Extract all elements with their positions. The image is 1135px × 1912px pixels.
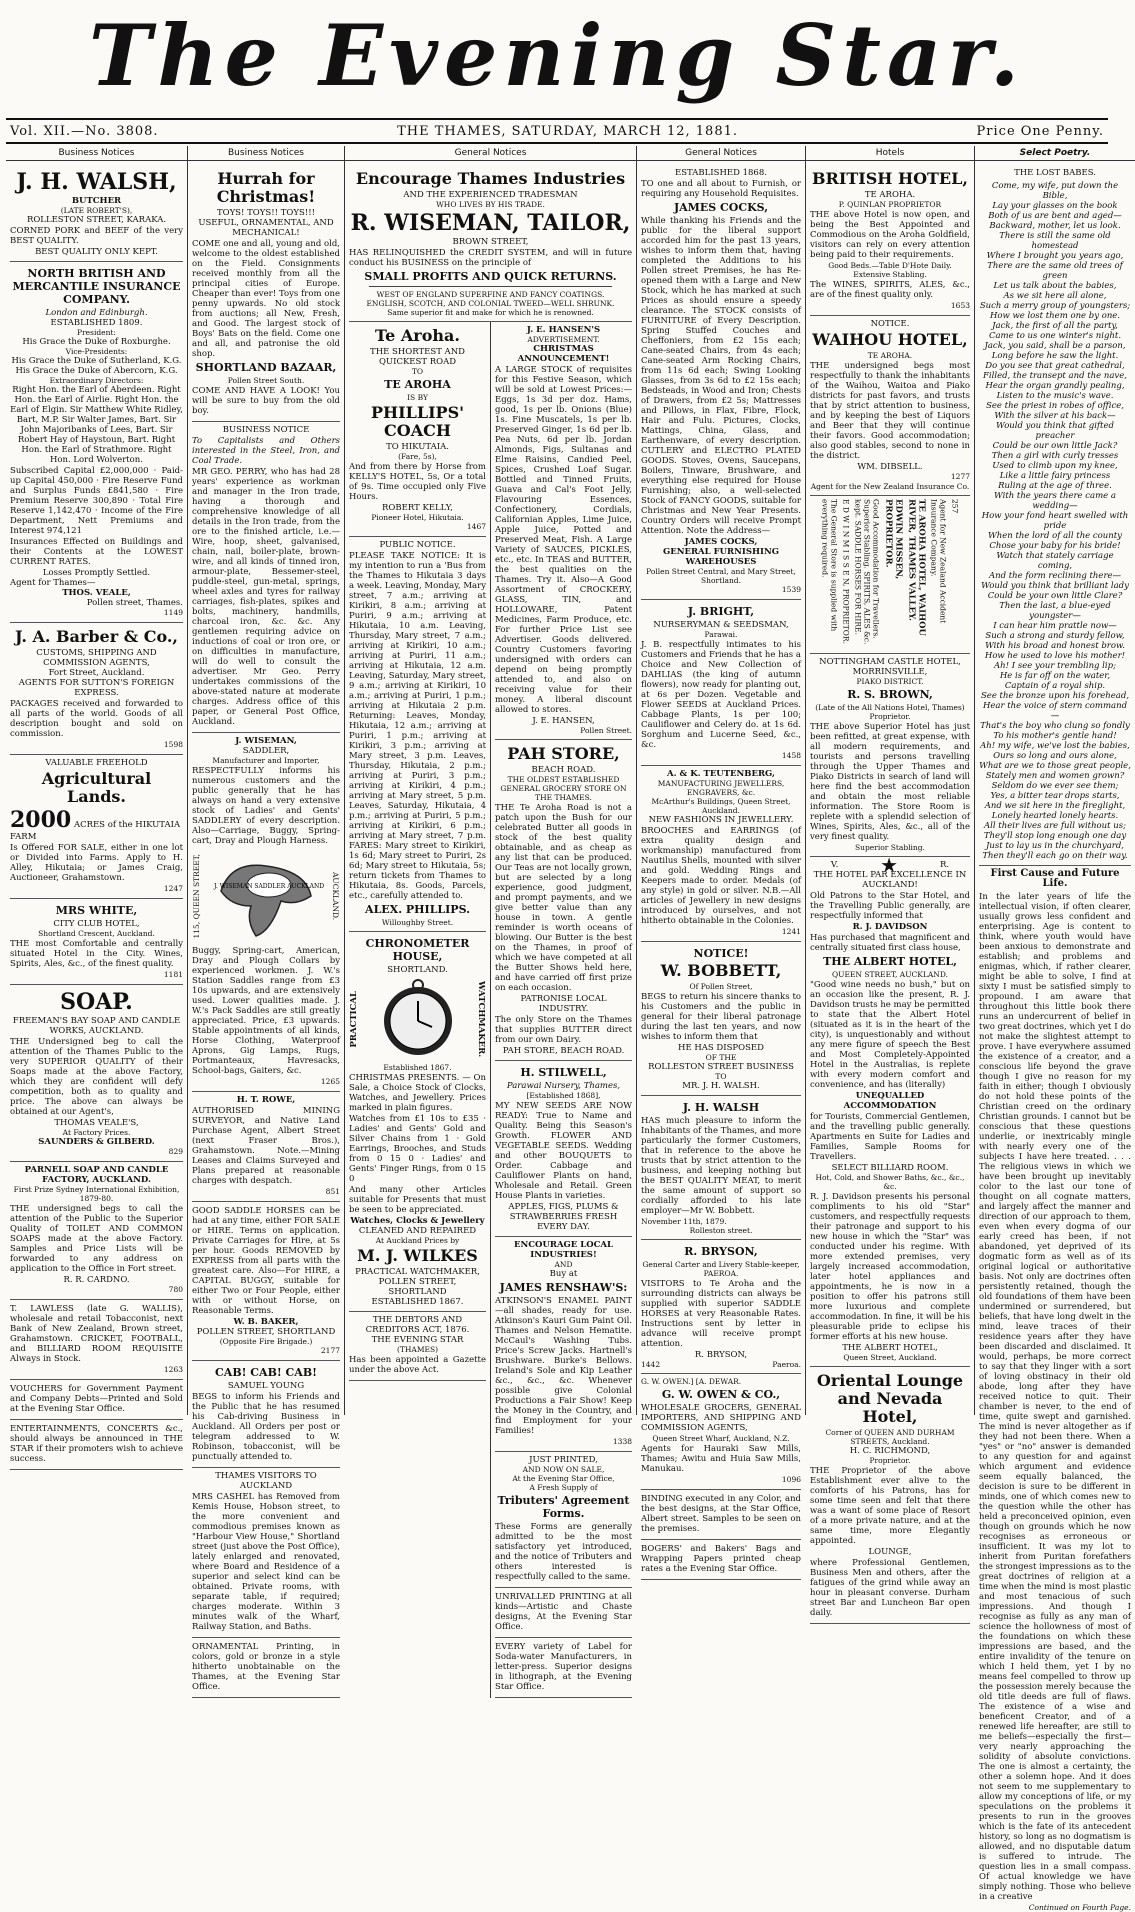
poem-line: Would you think that gifted preacher [996,421,1114,441]
poem-line: Could be your own little Clare? [987,591,1123,601]
poem-line: They'll stop long enough one day [983,831,1127,841]
column-general-notices-b [491,322,636,1698]
poem-line: All their lives are full without us; [984,821,1126,831]
advert-ornamental-printing: ORNAMENTAL Printing, in colors, gold or bronze in a style hitherto unobtainable on the Thames, at the Evening Star Office. [192,1638,340,1698]
advert-walsh-butcher: J. H. WALSH, BUTCHER (LATE ROBERT'S), ROLLESTON STREET, KARAKA. CORNED PORK and BEEF of the very BEST QUALITY. BEST QUALITY ONLY KEPT. [10,165,183,262]
column-heading: Business Notices [6,146,187,161]
issue-date: THE THAMES, SATURDAY, MARCH 12, 1881. [397,123,739,139]
dateline [6,118,1108,144]
poem-line: Long before he saw the light. [991,351,1119,361]
article-body: In the later years of life the intellectual vision, if often clearer, usually grows less confident and enterprising. Age is content to think, where youth would have been anxious to demonstrate and establish; and problems and enigmas, which, if rather clearer, might be able to solve, I find at sixty I must be satisfied simply to propound. I am aware that throughout this little book there runs an undercurrent of belief in two great doctrines, which yet I do not make the slightest attempt to prove. I have everywhere assumed the existence of a creator, and a conscious life beyond the grave though I give no reason for my faith in either; though I obviously do not hold these points of the Christian creed on the ordinary Christian grounds. I cannot but be conscious that these questions underlie, or inextricably mingle with nearly every one of the subjects I have here treated. . . . The religious views in which we have been brought up inevitably color to the last our tone of thought on all cognate matters, and largely affect the manner and direction of our approach to them, even when every dogma of our early creed has been, if not abandoned, yet deprived of its dogmatic form as well as of its original logical or authoritative basis. Not only are doctrines often persistently retained, though the old foundations of them have been undermined or surrendered, but beliefs, that have long dwelt in the mind, leave traces of their residence years after they have been discarded and disclaimed. It would, perhaps, be more correct to say that they linger with a sort of loving obstinacy in their old abode, long after they have received notice to quit. Their chamber is never, to the end of time, quite swept and garnished. The mind is never altogether as if they had not been there. When a "yes" or "no" answer is demanded to any question for and against which argument and evidence seem equally balanced, the decision is sure to be different in minds, one of which comes new to the question while the other has held a preconceived opinion, even though on grounds which he now recognises as erroneous or insufficient. It was my lot to inherit from Puritan forefathers the strongest impressions as to the great doctrines of religion at a time when the mind is most plastic and most tenacious of such impressions. And though I recognise as fully as any man of science the hollowness of most of the foundations on which these impressions are based, and the entire invalidity of the tenure on which I held them, yet I by no means feel compelled to throw up the possession merely because the old title deeds are full of flaws. The existence of a wise and beneficent Creator, and of a renewed life hereafter, are still to me beliefs—especially the first—very nearly approaching the solidity of absolute convictions. The one is almost a certainty, the other a solemn hope. And it does not seem to me supplementary to allow my conceptions of life, or my speculations on the problems it presents to run in the grooves which is the fate of its antecedent history, so long as no dogmatism is allowed, and no disputable datum is suffered to intrude. The question lies in a small compass. Of actual knowledge we have simply nothing. Those who believe in a creative [979,892,1131,1902]
poem-line: Ah! I see your trembling lip; [994,661,1116,671]
poem-line: Jack, the first of all the party, [992,321,1118,331]
poem-line: Stately men and women grown? [985,771,1125,781]
advert-entertainments: ENTERTAINMENTS, CONCERTS &c., should always be announced in THE STAR if their promoters wish to achieve success. [10,1420,183,1470]
poem-line: There is still the same old homestead [999,231,1111,251]
poem-line: When the lord of all the county [988,531,1122,541]
advert-hurrah-christmas: Hurrah for Christmas! TOYS! TOYS!! TOYS!!! USEFUL, ORNAMENTAL, AND MECHANICAL! COME one and all, young and old, welcome to the oldest established on the Field. Consignments received monthly from all the principal cities of Europe. Cheaper than ever! Toys from one penny upwards. No old stock from auctions; all New, Fresh, and Good. The largest stock of Boys' Bats on the field. Come one and all, and patronise the old shop. SHORTLAND BAZAAR, Pollen Street South. COME AND HAVE A LOOK! You will be sure to buy from the old boy. [192,165,340,422]
advert-agricultural-lands: VALUABLE FREEHOLD Agricultural Lands. 2000 ACRES of the HIKUTAIA FARM Is Offered FOR SALE, either in one lot or Divided into Farms. Apply to H. Alley, Hikutaia; or James Craig, Auctioneer, Grahamstown. 1247 [10,755,183,899]
watch-illustration [378,979,458,1059]
poem-line: See the priest in robes of office, [986,401,1124,411]
continued-note: Continued on Fourth Page. [1028,1903,1131,1912]
advert-james-cocks: ESTABLISHED 1868. TO one and all about to Furnish, or requiring any Household Requisites. JAMES COCKS, While thanking his Friends and the public for the liberal support accorded him for the past 13 years, wishes to inform them that, having completed the Additions to his Pollen street Premises, he has Re-opened them with a Large and New Stock, which he has marked at such Prices as should ensure a speedy clearance. The STOCK consists of FURNITURE of Every Description. Spring Stuffed Couches and Cheffoniers, from £2 15s each; Cane-seated Chairs, from 4s each; Cane-seated Arm Rocking Chairs, from 11s 6d each; Swing Looking Glasses, from 3s 6d to £2 15s each; Bedsteads, in Wood and Iron; Chests of Drawers, from £2 5s; Mattresses and Pillows, in Flax, Fibre, Flock, Hair and Fulu. Pictures, Clocks, Mattings, China, Glass, and Earthenware, of every description. CUTLERY and ELECTRO PLATED GOODS. Stoves, Ovens, Saucepans, Boilers, Tinware, Brushware, and everything else required for House Furnishing; also, a well-selected Stock of FANCY GOODS, suitable for Christmas and New Year Presents. Country Orders will receive Prompt Attention. Note the Address— JAMES COCKS, GENERAL FURNISHING WAREHOUSES Pollen Street Central, and Mary Street, Shortland. 1539 [641,165,801,600]
poem-line: Let us talk about the babies, [993,281,1117,291]
advert-stilwell-nursery: H. STILWELL, Parawai Nursery, Thames, [Established 1868], MY NEW SEEDS ARE NOW READY: True to Name and Quality. Being this Season's Growth. FLOWER AND VEGETABLE SEEDS. Wedding and other BOUQUETS to Order. Cabbage and Cauliflower Plants on hand, Wholesale and Retail. Green House Plants in varieties. APPLES, FIGS, PLUMS & STRAWBERRIES FRESH EVERY DAY. [495,1061,632,1237]
advert-unrivalled-printing: UNRIVALLED PRINTING at all kinds—Artistic and Chaste designs, At the Evening Star Office. [495,1588,632,1638]
volume-number: Vol. XII.—No. 3808. [10,123,159,139]
poem-line: Both of us are bent and aged— [988,211,1122,221]
poem-line: To his mother's gentle hand! [993,731,1117,741]
poem-line: There are the same old trees of green [987,261,1123,281]
poem-line: Came to us one winter's night. [988,331,1122,341]
advert-tributers-forms: JUST PRINTED, AND NOW ON SALE, At the Evening Star Office, A Fresh Supply of Tributers' Agreement Forms. These Forms are generally admitted to be the most satisfactory yet introduced, and the notice of Tributers and others interested is respectfully called to the same. [495,1452,632,1588]
advert-rowe-surveyor: H. T. ROWE, AUTHORISED MINING SURVEYOR, and Native Land Purchase Agent, Albert Street (next Fraser Bros.), Grahamstown. Note.—Mining Leases and Claims Surveyed and Plans prepared at reasonable charges with despatch. 851 [192,1092,340,1202]
poem-line: Such a strong and sturdy fellow, [985,631,1125,641]
poem-line: Hear the voice of stern command— [982,701,1128,721]
advert-te-aroha-hotel-rotated: The General Store is supplied with everything required. E D W I N M I S S E N, PROPRIETOR. Good Accommodation for Travellers. Superior Stabling. SPIRITS, ALES &c. kept. SADDLE HORSES FOR HIRE. EDWIN MISSEN, PROPRIETOR. TE AROHA HOTEL, WAIHOU RIVER, THAMES VALLEY. Agent for New Zealand Accident Insurance Company. 257 [810,496,970,654]
poem-line: As we sit here all alone, [1003,291,1107,301]
advert-thames-visitors: THAMES VISITORS TO AUCKLAND MRS CASHEL has Removed from Kemis House, Hobson street, to the more convenient and commodious premises known as "Harbour View House," Shortland street (just above the Post Office), lately enlarged and renovated, where Board and Residence of a superior and select kind can be obtained. Private rooms, with separate table, if required; charges moderate. Within 3 minutes walk of the Wharf, Railway Station, and Baths. [192,1468,340,1638]
price: Price One Penny. [976,123,1104,139]
poem-line: Watch that stately carriage coming, [996,551,1114,571]
poem-line: That's the boy who clung so fondly [980,721,1130,731]
poem-line: He is far off on the water, [999,671,1111,681]
column-business-notices-2 [188,146,345,1692]
masthead [0,0,1114,118]
poem-line: Yes, a bitter tear drops starts, [990,791,1120,801]
poem-line: With the years there came a wedding— [994,491,1116,511]
poem-lines [979,181,1131,861]
advert-lawless: T. LAWLESS (late G. WALLIS), wholesale and retail Tobacconist, next Bank of New Zealand, Brown street, Grahamstown. CRICKET, FOOTBALL, and BILLIARD ROOM REQUISITE Always in Stock. 1263 [10,1300,183,1380]
poem-line: What are we to those great people, [979,761,1131,771]
poem-line: Could be our own little Jack? [992,441,1118,451]
advert-barber-co: J. A. Barber & Co., CUSTOMS, SHIPPING AND COMMISSION AGENTS, Fort Street, Auckland. AGENTS FOR SUTTON'S FOREIGN EXPRESS. PACKAGES received and forwarded to all parts of the world. Goods of all description bought and sold on commission. 1598 [10,623,183,755]
advert-pah-store: PAH STORE, BEACH ROAD. THE OLDEST ESTABLISHED GENERAL GROCERY STORE ON THE THAMES. THE Te Aroha Road is not a patch upon the Bush for our celebrated Butter all goods in stock of the best quality obtainable, and as cheap as any list that can be produced. Our Teas are not locally grown, but are selected by a long experience, good judgment, and prompt payments, and we give better value than any house in town. A gentle reminder is worth oceans of blowing. Our Butter is the best on the Thames, in proof of which we have competed at all the Butter Shows held here, and have carried off first prize on each occasion. PATRONISE LOCAL INDUSTRY. The only Store on the Thames that supplies BUTTER direct from our own Dairy. PAH STORE, BEACH ROAD. [495,740,632,1061]
advert-british-hotel: BRITISH HOTEL, TE AROHA. P. QUINLAN PROPRIETOR THE above Hotel is now open, and being the Best Appointed and Commodious on the Aroha Goldfield, visitors can rely on every attention being paid to their requirements. Good Beds.—Table D'Hote Daily. Extensive Stabling. The WINES, SPIRITS, ALES, &c., are of the finest quality only. 1653 [810,165,970,316]
column-heading: Business Notices [188,146,344,161]
saddle-illustration [211,851,325,941]
poem-line: With the silver at his back— [994,411,1116,421]
poem-line: How your fond heart swelled with pride [981,511,1129,531]
advert-hansen: J. E. HANSEN'S ADVERTISEMENT. CHRISTMAS ANNOUNCEMENT! A LARGE STOCK of requisites for this Festive Season, which will be sold at Lowest Prices:— Eggs, 1s 3d per doz. Hams, good, 1s per lb. Onions (Blue) 1s. Fine Muscatels, 1s per lb. Preserved Ginger, 1s 6d per lb. Pea Nuts, 6d per lb. Jordan Almonds, Figs, Sultanas and Elme Raisins, Candied Peel, Spices, Crushed Loaf Sugar. Bottled and Tinned Fruits, Guava and Cal's Foot Jelly, Flavouring Essences, Confectionery, Cordials, Californian Apples, Lime Juice, Apple Juice, Potted and Preserved Meat, Fish. A Large Variety of SAUCES, PICKLES, etc., etc. In TEAS and BUTTER, the best qualities on the Thames. Try it. Also—A Good Assortment of CROCKERY, GLASS, TIN, and HOLLOWARE, Patent Medicines, Farm Produce, etc. For further Price List see Advertiser. Goods delivered. Country Customers favoring undersigned with orders can depend on being promptly attended to, and also on receiving value for their money. A liberal discount allowed to stores. J. E. HANSEN, Pollen Street. [495,322,632,740]
poem-line: I can hear him prattle now— [993,621,1117,631]
advert-city-club-hotel: MRS WHITE, CITY CLUB HOTEL, Shortland Crescent, Auckland. THE most Comfortable and centrally situated Hotel in the City. Wines, Spirits, Ales, &c., of the finest quality. 1181 [10,899,183,985]
advert-debtors-act: THE DEBTORS AND CREDITORS ACT, 1876. THE EVENING STAR (THAMES) Has been appointed a Gazette under the above Act. [349,1312,486,1381]
poem-line: Lay your glasses on the book [992,201,1118,211]
column-heading: Hotels [806,146,974,161]
poem-line: How we lost them one by one. [989,311,1121,321]
star-emblem-icon: ★ [880,853,899,877]
poem-line: Such a merry group of youngsters; [979,301,1131,311]
column-general-notices-wide [345,146,637,1692]
poem-line: Where I brought you years ago, [986,251,1124,261]
column-hotels [806,146,975,1618]
advert-cab: CAB! CAB! CAB! SAMUEL YOUNG BEGS to inform his Friends and the Public that he has resumed his Cab-driving Business in Auckland. All Orders per post or telegram addressed to W. Robinson, tobacconist, will be punctually attended to. [192,1361,340,1468]
poem-line: Would you think that brilliant lady [981,581,1129,591]
poem-lost-babes [979,165,1131,866]
advert-wiseman-saddler: J. WISEMAN, SADDLER, Manufacturer and Importer, RESPECTFULLY informs his numerous customers and the public generally that he has always on hand a very extensive stock of Ladies' and Gents' SADDLERY of every description. Also—Carriage, Buggy, Spring-cart, Dray and Plough Harness. 115, QUEEN STREET, J. WISEMAN SADDLER AUCKLAND AUCKLAND. Buggy, Spring-cart, American, Dray and Plough Collars by experienced workmen. J. W.'s Station Saddles range from £3 10s upwards, and are extensively used. Lower qualities made. J. W.'s Pack Saddles are still greatly appreciated. Price, £3 upwards. Stable appointments of all kinds, Horse Clothing, Waterproof Aprons, Gig Lamps, Rugs, Portmanteaux, Havresacks, School-bags, Gaiters, &c. 1265 [192,733,340,1092]
advert-grocers-bags: BOGERS' and Bakers' Bags and Wrapping Papers printed cheap rates a the Evening Star Office. [641,1540,801,1580]
poem-line: Seldom do we ever see them; [991,781,1119,791]
advert-bright-nursery: J. BRIGHT, NURSERYMAN & SEEDSMAN, Parawai. J. B. respectfully intimates to his Customers and Friends that he has a Choice and New Collection of DAHLIAS (the king of autumn flowers), now ready for planting out, at 6s per Dozen. Vegetable and Flower SEEDS at Auckland Prices. Cabbage Plants, 1s per 100; Cauliflower and Celery do. at 1s 6d. Sorghum and Lucerne Seed, &c., &c. 1458 [641,600,801,766]
advert-renshaw: ENCOURAGE LOCAL INDUSTRIES! AND Buy at JAMES RENSHAW'S: ATKINSON'S ENAMEL PAINT—all shades, ready for use. Atkinson's Kauri Gum Paint Oil. Thames and Nelson Hematite. McCaul's Washing Tubs. Price's Screw Jacks. Hartnell's Brushware. Burke's Bellows. Ireland's Sole and Kip Leather &c., &c., &c. Whenever possible give Colonial Productions a Fair Show! Keep the Money in the Country, and find Employment for your Families! 1338 [495,1237,632,1452]
advert-walsh-notice: J. H. WALSH HAS much pleasure to inform the Inhabitants of the Thames, and more particularly the former Customers, that in reference to the above he trusts that by strict attention to the business, and keeping nothing but the BEST QUALITY MEAT, to merit the same amount of support so cordially afforded to his late employer—Mr W. Bobbett. November 11th, 1879. Rolleston street. [641,1096,801,1240]
column-heading: General Notices [345,146,636,161]
poem-line: And the form reclining there— [988,571,1122,581]
advert-owen-co: G. W. OWEN.] [A. DEWAR. G. W. OWEN & CO., WHOLESALE GROCERS, GENERAL IMPORTERS, AND SHIPPING AND COMMISSION AGENTS, Queen Street Wharf, Auckland, N.Z. Agents for Hauraki Saw Mills, Thames; Awitu and Huia Saw Mills, Manukau. 1096 [641,1374,801,1490]
advert-oriental-lounge: Oriental Lounge and Nevada Hotel, Corner of QUEEN AND DURHAM STREETS, Auckland. H. C. RICHMOND, Proprietor. THE Proprietor of the above Establishment ever alive to the comforts of his Patrons, has for some time seen and felt that there was a want of some place of Resort of a more private nature, and at the same time, more Elegantly appointed. LOUNGE, where Professional Gentlemen, Business Men and others, after the fatigues of the grind while away an hour in pleasant converse. Durham street Bar and Luncheon Bar open daily. [810,1367,970,1624]
poem-line: Ours so long and ours alone, [993,751,1117,761]
poem-line: Ruling at the age of three. [998,481,1112,491]
poem-line: Like a little fairy princess [999,471,1111,481]
advert-wiseman-tailor: Encourage Thames Industries AND THE EXPERIENCED TRADESMAN WHO LIVES BY HIS TRADE. R. WISEMAN, TAILOR, BROWN STREET, HAS RELINQUISHED the CREDIT SYSTEM, and will in future conduct his BUSINESS on the principle of SMALL PROFITS AND QUICK RETURNS. WEST OF ENGLAND SUPERFINE AND FANCY COATINGS. ENGLISH, SCOTCH, AND COLONIAL TWEED—WELL SHRUNK. Same superior fit and make for which he is renowned. [349,165,632,322]
poem-line: Then they'll each go on their way. [982,851,1128,861]
poem-line: See the bronze upon his forehead, [980,691,1130,701]
advert-business-notice-perry: BUSINESS NOTICE To Capitalists and Others interested in the Steel, Iron, and Coal Trade. MR GEO. PERRY, who has had 28 years' experience as workman and manager in the Iron trade, having a thorough and comprehensive knowledge of all details in the Iron trade, from the ore to the finished article, i.e.—Wire, hoop, sheet, galvanised, chain, nail, boiler-plate, brown-wire, and all kinds of tinned iron, armour-plate, Bessemer-steel, puddle-steel, gun-metal, springs, wheel axles and tyres for railway carriages, fish-plates, spikes and bolts, machinery, handmills, charcoal iron, &c. &c. Any gentlemen requiring advice on inductions of coal or iron ore, or on difficulties in manufacture, will do well to consult the advertiser. Mr Geo. Perry undertakes commissions of the above-stated nature at moderate charges. Address office of this paper, or General Post Office, Auckland. [192,422,340,733]
advert-bryson: R. BRYSON, General Carter and Livery Stable-keeper, PAEROA. VISITORS to Te Aroha and the surrounding districts can always be supplied with superior SADDLE HORSES at very Reasonable Rates. Instructions sent by letter in advance will receive prompt attention. R. BRYSON, 1442 Paeroa. [641,1240,801,1374]
advert-teutenberg-jewellers: A. & K. TEUTENBERG, MANUFACTURING JEWELLERS, ENGRAVERS, &c. McArthur's Buildings, Queen Street, Auckland. NEW FASHIONS IN JEWELLERY. BROOCHES and EARRINGS (of extra quality design and workmanship) manufactured from Nautilus Shells, mounted with silver and gold. Wedding Rings and Keepers made to order. Medals (of any style) in gold or silver. N.B.—All articles of Jewellery in new designs introduced by ourselves, and not hitherto obtainable in the Colonies. 1241 [641,766,801,942]
column-business-notices-1 [6,146,188,1464]
column-heading: General Notices [637,146,805,161]
masthead-title: The Evening Star. [88,6,1026,105]
advert-te-aroha-coach: Te Aroha. THE SHORTEST AND QUICKEST ROAD TO TE AROHA IS BY PHILLIPS' COACH TO HIKUTAIA. (Fare, 5s), And from there by Horse from KELLY'S HOTEL, 5s, Or a total of 9s. Time occupied only Five Hours. ROBERT KELLY, Pioneer Hotel, Hikutaia. 1467 [349,322,486,537]
column-general-notices-a [345,322,491,1698]
poem-line: Chose your baby for his bride! [989,541,1121,551]
advert-binding: BINDING executed in any Color, and the best designs, at the Star Office, Albert street. Samples to be seen on the premises. [641,1490,801,1540]
advert-vouchers: VOUCHERS for Government Payment and Company Debts—Printed and Sold at the Evening Star Office. [10,1380,183,1420]
poem-line: Listen to the music's wave. [996,391,1114,401]
saddle-label: J. WISEMAN SADDLER AUCKLAND [213,883,325,890]
poem-line: Then the last, a blue-eyed youngster— [999,601,1111,621]
poem-line: Ah! my wife, we've lost the babies, [980,741,1130,751]
poem-line: Filled, the transept and the nave, [983,371,1127,381]
poem-line: Captain of a royal ship. [1004,681,1106,691]
column-general-notices-c [637,146,806,1574]
advert-labels: EVERY variety of Label for Soda-water Manufacturers, in letter-press. Superior designs in lithograph, at the Evening Star Office. [495,1638,632,1698]
poem-line: Come, my wife, put down the Bible, [991,181,1119,201]
column-select-poetry [975,146,1135,1912]
article-title: First Cause and Future Life. [990,868,1120,889]
advert-baker-horses: GOOD SADDLE HORSES can be had at any time, either FOR SALE or HIRE. Terms on application. Private Carriages for Hire, at 5s per hour. Goods REMOVED by EXPRESS from all parts with the greatest care. Also—For HIRE, a CAPITAL BUGGY, suitable for either Two or Four People, either with or without Horse, on Reasonable Terms. W. B. BAKER, POLLEN STREET, SHORTLAND (Opposite Fire Brigade.) 2177 [192,1202,340,1361]
advert-chronometer-house: CHRONOMETER HOUSE, SHORTLAND. PRACTICAL WATCHMAKER. Established 1867. CHRISTMAS PRESENTS. — On Sale, a Choice Stock of Clocks, Watches, and Jewellery. Prices marked in plain figures. Watches from £1 10s to £35 · Ladies' and Gents' Gold and Silver Chains from 1 · Gold Earrings, Brooches, and Studs from 0 15 0 · Ladies' and Gents' Finger Rings, from 0 15 0 And many other Articles suitable for Presents that must be seen to be appreciated. Watches, Clocks & Jewellery CLEANED AND REPAIRED At Auckland Prices by M. J. WILKES PRACTICAL WATCHMAKER, POLLEN STREET, SHORTLAND ESTABLISHED 1867. [349,932,486,1312]
columns [6,146,1131,1912]
poem-line: Used to climb upon my knee, [992,461,1118,471]
article-first-cause [979,869,1131,1912]
advert-north-british-insurance: NORTH BRITISH AND MERCANTILE INSURANCE COMPANY. London and Edinburgh. ESTABLISHED 1809. President: His Grace the Duke of Roxburghe. Vice-Presidents: His Grace the Duke of Sutherland, K.G. His Grace the Duke of Abercorn, K.G. Extraordinary Directors: Right Hon. the Earl of Aberdeen. Right Hon. the Earl of Airlie. Right Hon. the Earl of Elgin. Sir Matthew White Ridley, Bart, M.P. Sir Walter James, Bart. Sir John Majoribanks of Lees, Bart. Sir Robert Hay of Haystoun, Bart. Right Hon. the Earl of Strathmore. Right Hon. Lord Wolverton. Subscribed Capital £2,000,000 · Paid-up Capital 450,000 · Fire Reserve Fund and Surplus Funds £841,580 · Fire Premium Reserve 300,890 · Total Fire Reserve 1,142,470 · Income of the Fire Department, Nett Premiums and Interest 974,121 Insurances Effected on Buildings and their Contents at the LOWEST CURRENT RATES. Losses Promptly Settled. Agent for Thames— THOS. VEALE, Pollen street, Thames. 1149 [10,262,183,623]
poem-line: Then a girl with curly tresses [991,451,1119,461]
poem-line: Do you see that great cathedral, [985,361,1125,371]
poem-line: Hear the organ grandly pealing, [985,381,1125,391]
poem-line: Backward, mother, let us look. [989,221,1121,231]
poem-line: And we sit here in the fireglight, [984,801,1126,811]
poem-line: Just to lay us in the churchyard, [985,841,1125,851]
column-heading: Select Poetry. [975,146,1135,161]
advert-bobbett-notice: NOTICE! W. BOBBETT, Of Pollen Street, BEGS to return his sincere thanks to his Customers and the public in general for their liberal patronage during the last ten years, and now wishes to inform them that HE HAS DISPOSED OF THE ROLLESTON STREET BUSINESS TO MR. J. H. WALSH. [641,942,801,1096]
poem-line: Lonely hearted lonely hearts. [991,811,1119,821]
poem-title: THE LOST BABES. [1014,168,1096,178]
poem-line: With his broad and honest brow. [985,641,1125,651]
advert-public-notice-bus: PUBLIC NOTICE. PLEASE TAKE NOTICE: It is my intention to run a 'Bus from the Thames to Hikutaia 3 days a week. Leaving, Monday, Mary street, 7 a.m.; arriving at Kirikiri, 8 a.m.; arriving at Puriri, 9 a.m.; arriving at Hikutaia, 10 a.m. Leaving, Thursday, Mary street, 7 a.m.; arriving at Kirikiri, 10 a.m.; arriving at Puriri, 11 a.m.; arriving at Hikutaia, 12 a.m. Leaving, Saturday, Mary street, 9 a.m.; arriving at Kirikiri, 10 a.m.; arriving at Puriri, 1 p.m.; arriving at Hikutaia 2 p.m. Returning: Leaves, Monday, Hikutaia, 12 a.m.; arriving at Puriri, 1 p.m.; arriving at Kirikiri, 3 p.m.; arriving at Mary street, 3 p.m. Leaves, Thursday, Hikutaia, 2 p.m.; arriving at Puriri, 3 p.m.; arriving at Kirikiri, 4 p.m.; arriving at Mary street, 5 p.m. Leaves, Saturday, Hikutaia, 4 p.m.; arriving at Puriri, 5 p.m.; arriving at Kirikiri, 6 p.m.; arriving at Mary street, 7 p.m. FARES: Mary street to Kirikiri, 1s 6d; Mary street to Puriri, 2s 6d; Mary street to Hikutaia, 5s; return tickets from Thames to Hikutaia, 8s. Goods, Parcels, etc., carefully attended to. ALEX. PHILLIPS. Willoughby Street. [349,537,486,932]
poem-line: How he used to love his mother! [984,651,1126,661]
advert-waihou-hotel: NOTICE. WAIHOU HOTEL, TE AROHA. THE undersigned begs most respectfully to thank the inhabitants of the Waihou, Waitoa and Piako districts for past favors, and trusts that by strict attention to business, and by keeping the best of Liquors and Beer that they will continue their favors. Good accommodation; also good stables, second to none in the district. WM. DIBSELL. 1277 Agent for the New Zealand Insurance Co. [810,316,970,496]
advert-nottingham-castle-hotel: NOTTINGHAM CASTLE HOTEL, MORRINSVILLE, PIAKO DISTRICT. R. S. BROWN, (Late of the All Nations Hotel, Thames) Proprietor. THE above Superior Hotel has just been refitted, at great expense, with all modern requirements, and tourists and persons travelling through the Upper Thames and Piako Districts in search of land will here find the best accommodation and obtain the most reliable information. The Store Room is replete with a splendid selection of Wines, Spirits, Ales, &c., all of the very finest quality. Superior Stabling. [810,654,970,857]
advert-parnell-soap: PARNELL SOAP AND CANDLE FACTORY, AUCKLAND. First Prize Sydney International Exhibition, 1879-80. THE undersigned begs to call the attention of the Public to the Superior Quality of TOILET AND COMMON SOAPS made at the above Factory. Samples and Price Lists will be forwarded to any address on application to the Office in Fort street. R. R. CARDNO. 780 [10,1162,183,1300]
advert-albert-hotel: V. ★ R. THE HOTEL PAR EXCELLENCE IN AUCKLAND! Old Patrons to the Star Hotel, and the Travelling Public generally, are respectfully informed that R. J. DAVIDSON Has purchased that magnificent and centrally situated first class house, THE ALBERT HOTEL, QUEEN STREET, AUCKLAND. "Good wine needs no bush," but on an occasion like the present, R. J. Davidson trusts he may be permitted to state that the Albert Hotel (situated as it is in the heart of the city), is unquestionably and without any mere figure of speech the Best and Most Completely-Appointed Hotel in the Australias, is replete with every modern comfort and convenience, and has (literally) UNEQUALLED ACCOMMODATION for Tourists, Commercial Gentlemen, and the travelling public generally. Apartments en Suite for Ladies and Families, Sample Rooms for Travellers. SELECT BILLIARD ROOM. Hot, Cold, and Shower Baths, &c., &c., &c. R. J. Davidson presents his personal compliments to his old "Star" customers, and respectfully requests their patronage and support to his new house in which the "Star" was conducted under his regime. With more extended premises, very largely increased accommodation, later hotel appliances and appointments, he is now in a position to offer his patrons still more luxurious and complete accommodation. In fine, it will be his pleasurable pride to eclipse his former efforts at his new house. THE ALBERT HOTEL, Queen Street, Auckland. [810,857,970,1367]
advert-soap: SOAP. FREEMAN'S BAY SOAP AND CANDLE WORKS, AUCKLAND. THE Undersigned beg to call the attention of the Thames Public to the very SUPERIOR QUALITY of their Soaps made at the above Factory, which they are confident will defy competition, both as to quality and price. The above can always be obtained at our Agent's, THOMAS VEALE'S, At Factory Prices. SAUNDERS & GILBERD. 829 [10,985,183,1162]
poem-line: Jack, you said, shall be a parson, [984,341,1126,351]
